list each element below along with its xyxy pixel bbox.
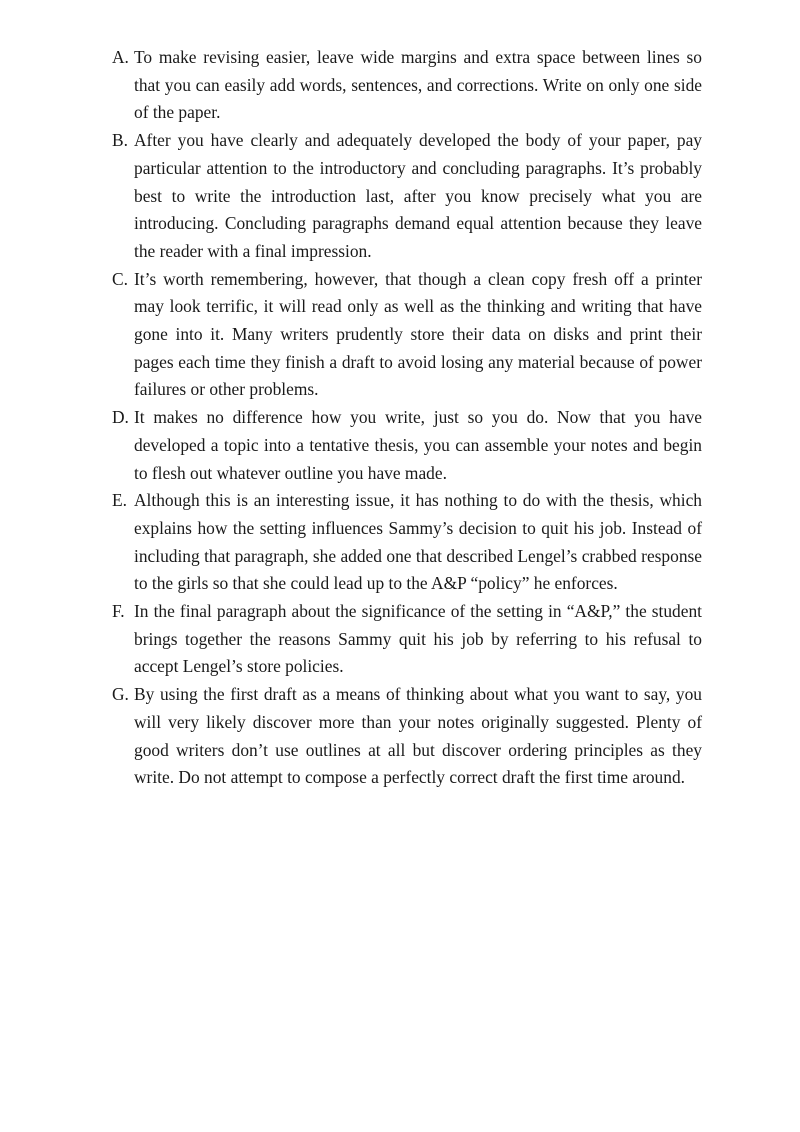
option-text: It’s worth remembering, however, that though a clean copy fresh off a printer may look terrific, it will read only as well as the thinking and writing that have gone into it. Many writers prudently store their data on disks and print their pages each time they finish a draft to avoid losing any material because of power failures or other problems. [134,268,702,400]
option-g [112,681,702,792]
option-text: By using the first draft as a means of thinking about what you want to say, you will very likely discover more than your notes originally suggested. Plenty of good writers don’t use outlines at all but discover ordering principles as they write. Do not attempt to compose a perfectly correct draft the first time around. [134,684,702,788]
option-text: In the final paragraph about the significance of the setting in “A&P,” the student brings together the reasons Sammy quit his job by referring to his refusal to accept Lengel’s store policies. [134,601,702,677]
option-text: To make revising easier, leave wide margins and extra space between lines so that you can easily add words, sentences, and corrections. Write on only one side of the paper. [134,47,702,123]
option-a [112,44,702,127]
option-c [112,266,702,405]
option-e [112,487,702,598]
option-f [112,598,702,681]
options-list [112,44,702,792]
option-letter: E. [112,490,127,511]
option-text: After you have clearly and adequately developed the body of your paper, pay particular attention to the introductory and concluding paragraphs. It’s probably best to write the introduction last, after you know precisely what you are introducing. Concluding paragraphs demand equal attention because they leave the reader with a final impression. [134,130,702,261]
option-text: It makes no difference how you write, just so you do. Now that you have developed a topic into a tentative thesis, you can assemble your notes and begin to flesh out whatever outline you have made. [134,407,702,483]
option-d [112,404,702,487]
option-letter: C. [112,268,128,289]
option-letter: G. [112,684,129,705]
option-text: Although this is an interesting issue, it has nothing to do with the thesis, which explains how the setting influences Sammy’s decision to quit his job. Instead of including that paragraph, she added one that described Lengel’s crabbed response to the girls so that she could lead up to the A&P “policy” he enforces. [134,490,702,594]
option-letter: F. [112,601,125,622]
option-letter: B. [112,130,128,151]
option-letter: A. [112,47,129,67]
option-b [112,127,702,266]
option-letter: D. [112,407,129,428]
